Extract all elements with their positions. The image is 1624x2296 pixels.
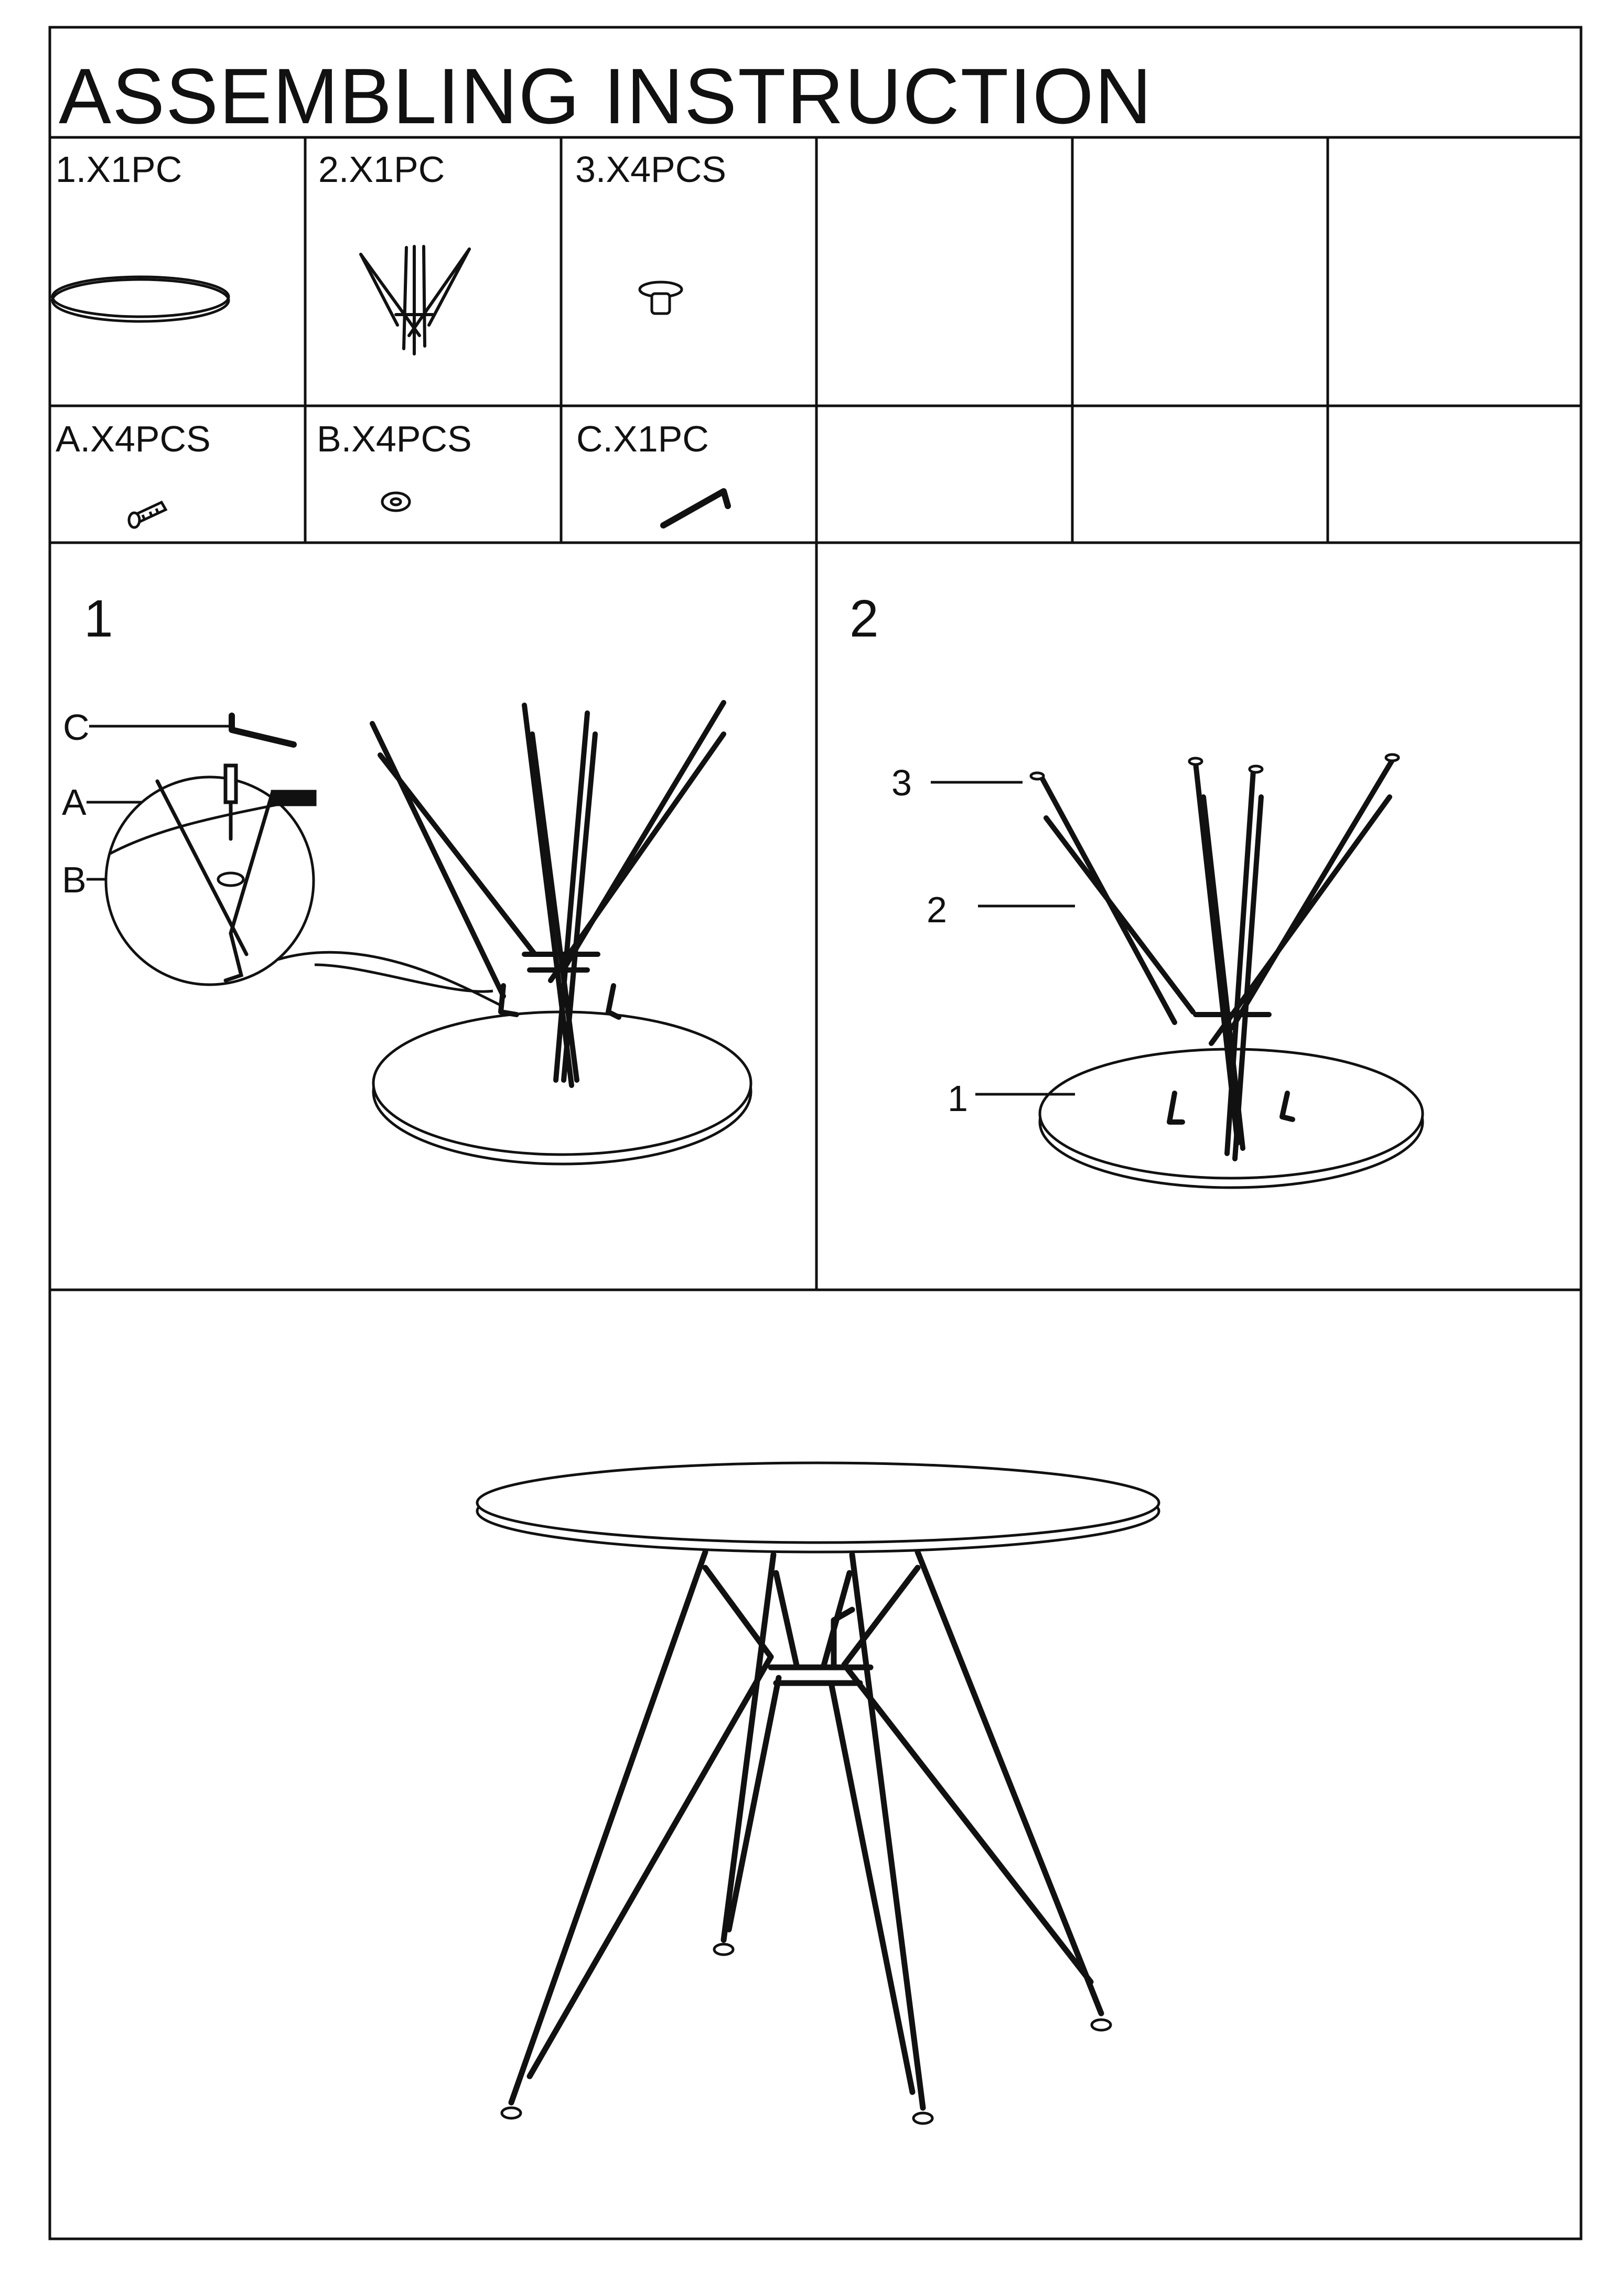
- step-2-callout-2: 2: [927, 889, 947, 930]
- hardware-label-washer: B.X4PCS: [317, 418, 472, 459]
- part-label-cap: 3.X4PCS: [575, 149, 726, 190]
- assembled-tabletop: [477, 1463, 1159, 1552]
- step-2-number: 2: [849, 589, 879, 648]
- assembled-wire-base: [511, 1552, 1101, 2108]
- hardware-label-bolt: A.X4PCS: [56, 418, 211, 459]
- step-2-callout-1: 1: [948, 1078, 968, 1119]
- step-1-callout-b: B: [62, 859, 87, 900]
- part-label-tabletop: 1.X1PC: [56, 149, 182, 190]
- part-label-base: 2.X1PC: [318, 149, 445, 190]
- step-1-callout-a: A: [62, 782, 87, 823]
- step-1-number: 1: [84, 589, 113, 648]
- step-1-callout-c: C: [63, 707, 90, 748]
- page-title: ASSEMBLING INSTRUCTION: [59, 52, 1153, 140]
- hardware-label-key: C.X1PC: [576, 418, 709, 459]
- step-2-callout-3: 3: [891, 762, 912, 803]
